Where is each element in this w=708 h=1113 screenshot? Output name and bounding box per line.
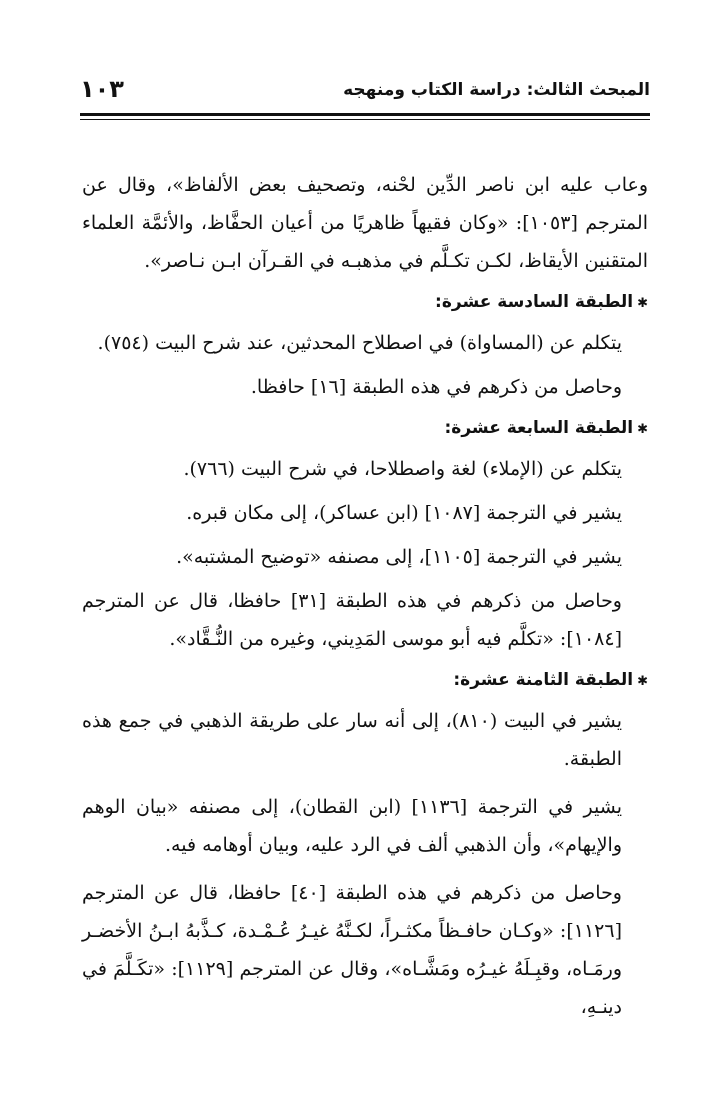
paragraph: يشير في الترجمة [١٠٨٧] (ابن عساكر)، إلى مكان قبره. — [186, 502, 622, 524]
paragraph: وحاصل من ذكرهم في هذه الطبقة [١٦] حافظا. — [250, 376, 622, 398]
paragraph: يتكلم عن (المساواة) في اصطلاح المحدثين، عند شرح البيت (٧٥٤). — [97, 332, 622, 354]
asterisk-icon: ✱ — [637, 296, 648, 311]
asterisk-icon: ✱ — [637, 674, 648, 689]
paragraph: يتكلم عن (الإملاء) لغة واصطلاحا، في شرح البيت (٧٦٦). — [183, 458, 622, 480]
page-number: ١٠٣ — [80, 75, 124, 103]
paragraph: وحاصل من ذكرهم في هذه الطبقة [٣١] حافظا، قال عن المترجم [١٠٨٤]: «تكلَّم فيه أبو موسى المَدِيني، وغيره من النُّـقَّاد». — [82, 590, 622, 650]
paragraph: يشير في الترجمة [١١٠٥]، إلى مصنفه «توضيح المشتبه». — [176, 546, 622, 568]
paragraph: وحاصل من ذكرهم في هذه الطبقة [٤٠] حافظا، قال عن المترجم [١١٢٦]: «وكـان حافـظاً مكثـراً، لكـنَّهُ غيـرُ عُـمْـدة، كـذَّبهُ ابـنُ الأخضـر ورمَـاه، وقبِـلَهُ غيـرُه ومَشَّـاه»، وقال عن المترجم [١١٢٩]: «تكَـلَّمَ في دينـهِ، — [82, 882, 622, 1018]
paragraph: يشير في الترجمة [١١٣٦] (ابن القطان)، إلى مصنفه «بيان الوهم والإيهام»، وأن الذهبي ألف في الرد عليه، وبيان أوهامه فيه. — [82, 796, 623, 856]
header-rule-thin — [80, 119, 650, 120]
section-heading-18: ✱الطبقة الثامنة عشرة: — [453, 670, 648, 690]
asterisk-icon: ✱ — [637, 422, 648, 437]
running-header — [80, 76, 650, 106]
section-heading-17: ✱الطبقة السابعة عشرة: — [444, 418, 648, 438]
header-rule-thick — [80, 113, 650, 116]
paragraph-intro: وعاب عليه ابن ناصر الدِّين لحْنه، وتصحيف بعض الألفاظ»، وقال عن المترجم [١٠٥٣]: «وكان فقيهاً ظاهريًا من أعيان الحفَّاظ، والأئمَّة العلماء المتقنين الأيقاظ، لكـن تكـلَّم في مذهبـه في القـرآن ابـن نـاصر». — [82, 174, 648, 272]
chapter-title: المبحث الثالث: دراسة الكتاب ومنهجه — [343, 80, 650, 100]
paragraph: يشير في البيت (٨١٠)، إلى أنه سار على طريقة الذهبي في جمع هذه الطبقة. — [82, 710, 622, 770]
section-heading-16: ✱الطبقة السادسة عشرة: — [435, 292, 648, 312]
body-text — [82, 166, 648, 1026]
